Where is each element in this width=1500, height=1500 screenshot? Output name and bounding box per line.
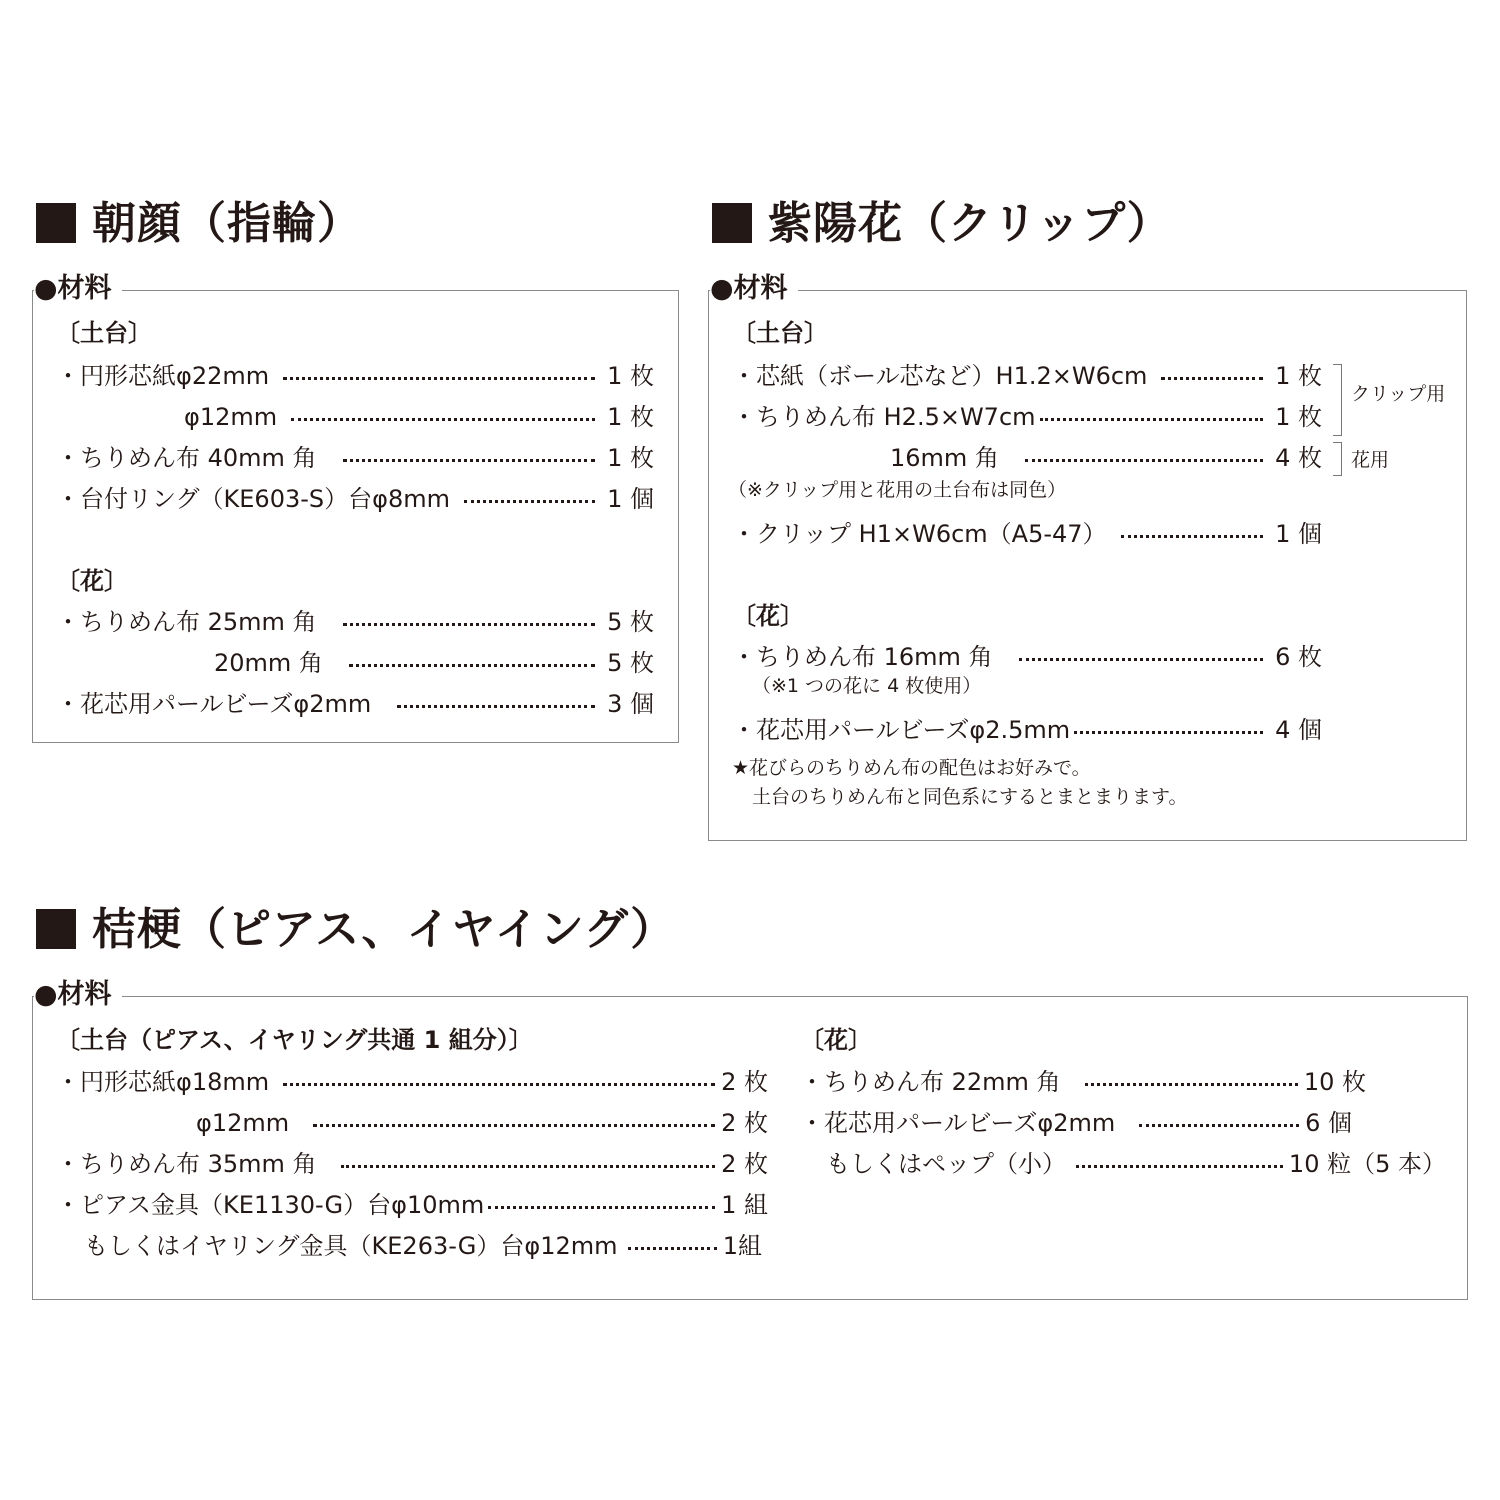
dot-leader [1139,1111,1299,1135]
list-item: φ12mm 1 枚 [184,403,654,431]
dot-leader [343,610,596,634]
dot-leader [283,1070,715,1094]
dot-leader [397,692,595,716]
list-item: ・花芯用パールビーズφ2.5mm 4 個 [732,716,1322,744]
dot-leader [291,405,595,429]
dot-leader [1019,645,1264,669]
list-item: もしくはイヤリング金具（KE263-G）台φ12mm 1組 [84,1232,762,1260]
square-bullet-icon [36,203,76,243]
asagao-flower-heading: 〔花〕 [56,567,128,595]
list-item: もしくはペップ（小） 10 粒（5 本） [826,1150,1446,1178]
list-item: 20mm 角 5 枚 [214,649,654,677]
dot-leader [313,1111,715,1135]
list-item: ・円形芯紙φ18mm 2 枚 [56,1068,768,1096]
ajisai-base-note: （※クリップ用と花用の土台布は同色） [728,479,1067,501]
kikyo-base-heading: 〔土台（ピアス、イヤリング共通 1 組分）〕 [56,1026,533,1054]
kikyo-flower-heading: 〔花〕 [800,1026,872,1054]
list-item: ・ちりめん布 35mm 角 2 枚 [56,1150,768,1178]
list-item: ・ちりめん布 22mm 角 10 枚 [800,1068,1366,1096]
dot-leader [1076,1152,1283,1176]
square-bullet-icon [36,909,76,949]
dot-leader [1040,405,1264,429]
flower-use-label: 花用 [1351,449,1390,471]
ajisai-footnote-1: ★花びらのちりめん布の配色はお好みで。 [732,757,1091,779]
flower-use-bracket [1333,442,1342,476]
kikyo-materials-heading: ●材料 [34,978,122,1012]
dot-leader [341,1152,716,1176]
ajisai-title: 紫陽花（クリップ） [712,196,1172,252]
dot-leader [1161,364,1263,388]
list-item: φ12mm 2 枚 [196,1109,768,1137]
dot-leader [343,446,596,470]
dot-leader [1121,522,1264,546]
list-item: ・ちりめん布 16mm 角 6 枚 [732,643,1322,671]
list-item: ・ちりめん布 H2.5×W7cm 1 枚 [732,403,1322,431]
asagao-base-heading: 〔土台〕 [56,319,152,347]
list-item: ・円形芯紙φ22mm 1 枚 [56,362,654,390]
kikyo-title: 桔梗（ピアス、イヤイング） [36,902,675,958]
dot-leader [1025,446,1263,470]
list-item: ・台付リング（KE603-S）台φ8mm 1 個 [56,485,654,513]
dot-leader [628,1234,717,1258]
dot-leader [349,651,595,675]
list-item: ・芯紙（ボール芯など）H1.2×W6cm 1 枚 [732,362,1322,390]
square-bullet-icon [712,203,752,243]
ajisai-footnote-2: 土台のちりめん布と同色系にするとまとまります。 [752,786,1188,808]
ajisai-flower-note: （※1 つの花に 4 枚使用） [752,675,982,697]
list-item: ・ピアス金具（KE1130-G）台φ10mm 1 組 [56,1191,768,1219]
clip-use-bracket [1333,364,1342,436]
list-item: 16mm 角 4 枚 [890,444,1322,472]
dot-leader [1074,718,1263,742]
list-item: ・ちりめん布 25mm 角 5 枚 [56,608,654,636]
ajisai-base-heading: 〔土台〕 [732,319,828,347]
asagao-materials-heading: ●材料 [34,272,122,306]
asagao-title: 朝顔（指輪） [36,196,362,252]
dot-leader [464,487,595,511]
list-item: ・花芯用パールビーズφ2mm 6 個 [800,1109,1352,1137]
dot-leader [1085,1070,1298,1094]
dot-leader [283,364,595,388]
list-item: ・花芯用パールビーズφ2mm 3 個 [56,690,654,718]
list-item: ・クリップ H1×W6cm（A5-47） 1 個 [732,520,1322,548]
clip-use-label: クリップ用 [1351,383,1446,405]
list-item: ・ちりめん布 40mm 角 1 枚 [56,444,654,472]
ajisai-materials-heading: ●材料 [710,272,798,306]
ajisai-flower-heading: 〔花〕 [732,602,804,630]
dot-leader [488,1193,715,1217]
